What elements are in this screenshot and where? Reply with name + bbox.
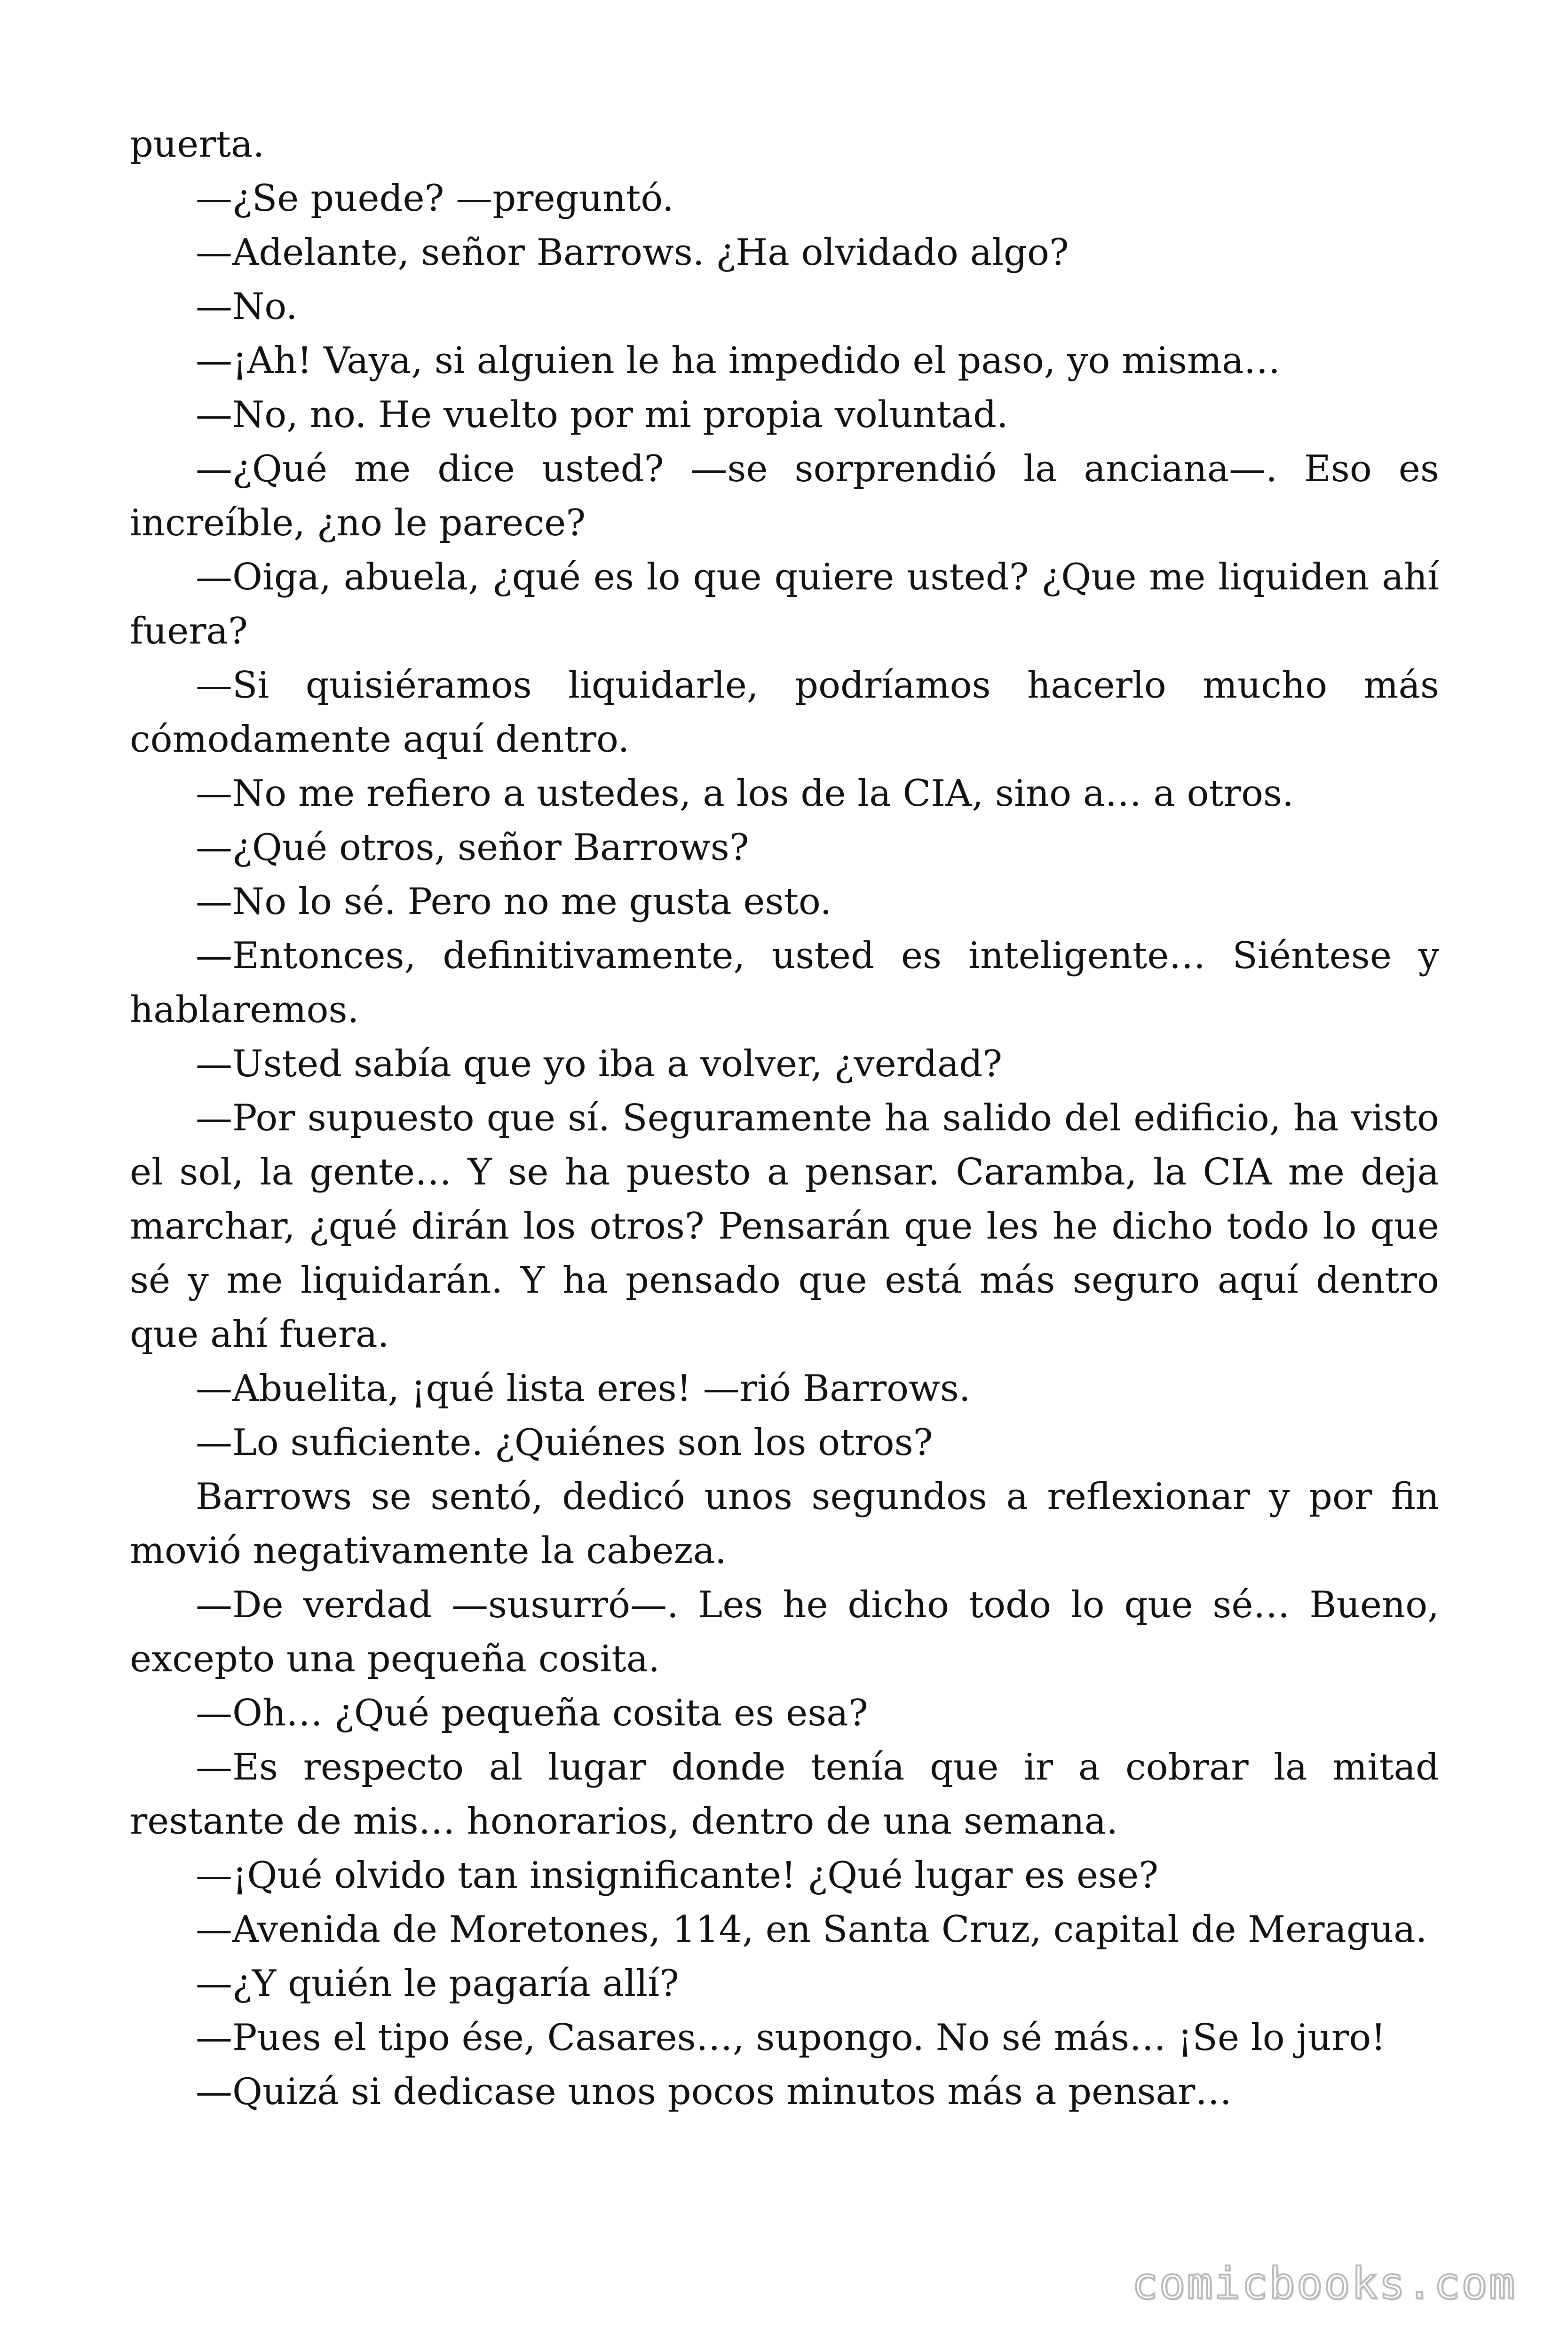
paragraph: —¡Ah! Vaya, si alguien le ha impedido el paso, yo misma… [196, 340, 1281, 382]
paragraph: —Oh… ¿Qué pequeña cosita es esa? [196, 1692, 868, 1734]
paragraph: —¿Se puede? —preguntó. [196, 177, 674, 220]
paragraph: Barrows se sentó, dedicó unos segundos a reflexionar y por fin movió negativamente la cabeza. [130, 1476, 1439, 1572]
watermark: comicbooks.com [1132, 2258, 1516, 2309]
paragraph: —Abuelita, ¡qué lista eres! —rió Barrows. [196, 1367, 971, 1410]
paragraph: —Quizá si dedicase unos pocos minutos más a pensar… [196, 2071, 1232, 2113]
paragraph: —Pues el tipo ése, Casares…, supongo. No sé más… ¡Se lo juro! [196, 2017, 1386, 2059]
paragraph: —¡Qué olvido tan insignificante! ¿Qué lugar es ese? [196, 1854, 1159, 1897]
paragraph: —Si quisiéramos liquidarle, podríamos hacerlo mucho más cómodamente aquí dentro. [130, 664, 1439, 761]
paragraph: —Por supuesto que sí. Seguramente ha salido del edificio, ha visto el sol, la gente… Y se ha puesto a pensar. Caramba, la CIA me deja marchar, ¿qué dirán los otros? Pensarán que les he dicho todo lo que sé y me liquidarán. Y ha pensado que está más seguro aquí dentro que ahí fuera. [130, 1097, 1439, 1356]
paragraph: —¿Y quién le pagaría allí? [196, 1963, 679, 2005]
paragraph: —¿Qué otros, señor Barrows? [196, 826, 749, 869]
paragraph: puerta. [130, 123, 265, 166]
paragraph: —Adelante, señor Barrows. ¿Ha olvidado algo? [196, 231, 1069, 274]
paragraph: —¿Qué me dice usted? —se sorprendió la anciana—. Eso es increíble, ¿no le parece? [130, 448, 1439, 544]
paragraph: —De verdad —susurró—. Les he dicho todo lo que sé… Bueno, excepto una pequeña cosita. [130, 1584, 1439, 1680]
paragraph: —Oiga, abuela, ¿qué es lo que quiere usted? ¿Que me liquiden ahí fuera? [130, 556, 1439, 652]
paragraph: —Entonces, definitivamente, usted es inteligente… Siéntese y hablaremos. [130, 935, 1439, 1031]
paragraph: —Lo suficiente. ¿Quiénes son los otros? [196, 1422, 933, 1464]
book-page [130, 118, 1439, 2119]
paragraph: —Avenida de Moretones, 114, en Santa Cruz, capital de Meragua. [196, 1908, 1427, 1951]
paragraph: —Usted sabía que yo iba a volver, ¿verdad? [196, 1043, 1003, 1085]
paragraph: —No lo sé. Pero no me gusta esto. [196, 881, 832, 923]
paragraph: —Es respecto al lugar donde tenía que ir a cobrar la mitad restante de mis… honorarios, dentro de una semana. [130, 1746, 1439, 1843]
paragraph: —No. [196, 286, 298, 328]
paragraph: —No, no. He vuelto por mi propia voluntad. [196, 394, 1008, 436]
paragraph: —No me refiero a ustedes, a los de la CIA, sino a… a otros. [196, 772, 1294, 815]
